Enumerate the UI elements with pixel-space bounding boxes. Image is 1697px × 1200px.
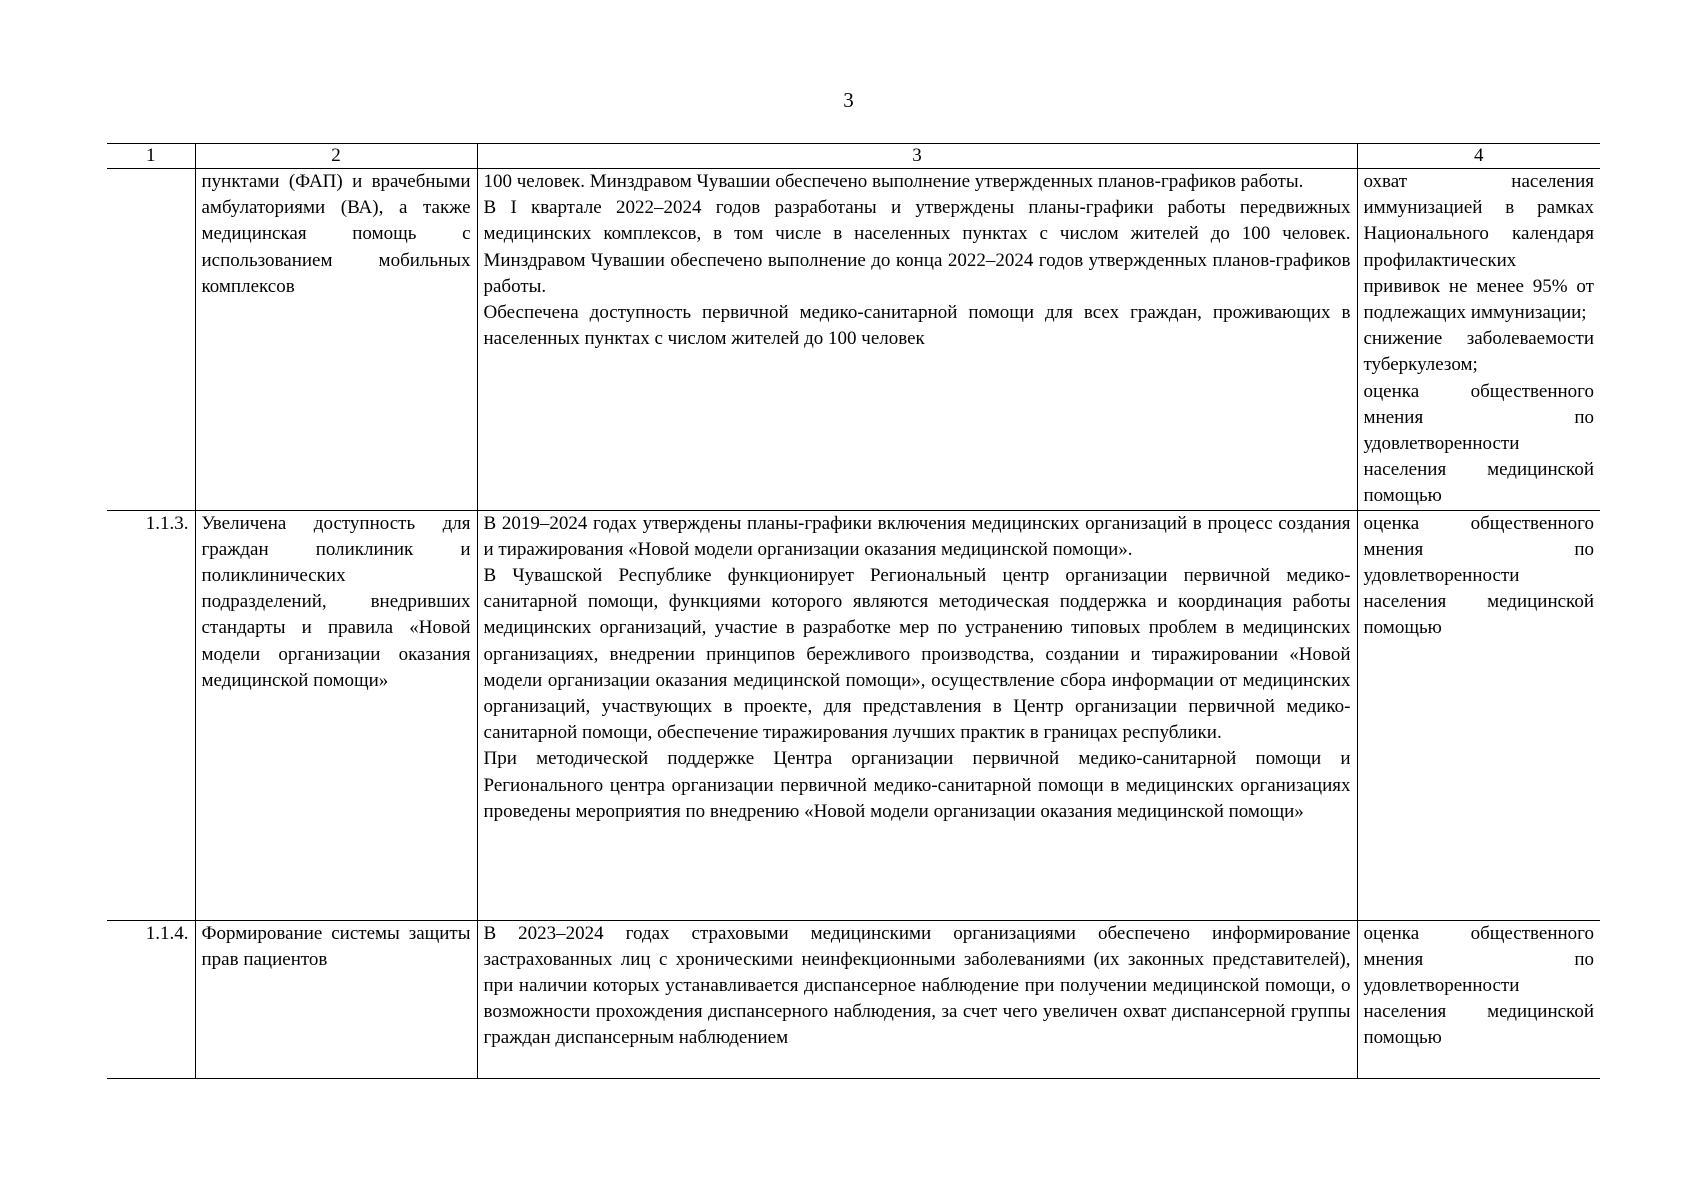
row-indicators (1357, 169, 1600, 511)
description-paragraph: Обеспечена доступность первичной медико-санитарной помощи для всех граждан, проживающих в населенных пунктах с числом жителей до 100 человек (483, 302, 1351, 350)
row-number (107, 169, 195, 511)
table-row (107, 920, 1600, 1078)
description-paragraph: В I квартале 2022–2024 годов разработаны и утверждены планы-графики работы передвижных медицинских комплексов, в том числе в населенных пунктах с числом жителей до 100 человек. Минздравом Чувашии обеспечено выполнение до конца 2022–2024 годов утвержденных планов-графиков работы. (483, 197, 1351, 297)
table-header-row (107, 144, 1600, 169)
row-description (477, 510, 1357, 920)
row-name: пунктами (ФАП) и врачебными амбулаториями (ВА), а также медицинская помощь с использованием мобильных комплексов (195, 169, 477, 511)
row-number: 1.1.3. (107, 510, 195, 920)
indicator-item: охват населения иммунизацией в рамках Национального календаря профилактических прививок не менее 95% от подлежащих иммунизации; (1363, 171, 1594, 324)
row-description (477, 169, 1357, 511)
description-paragraph: В Чувашской Республике функционирует Региональный центр организации первичной медико-санитарной помощи, функциями которого являются методическая поддержка и координация работы медицинских организаций, участие в разработке мер по устранению типовых проблем в медицинских организациях, внедрении принципов бережливого производства, создании и тиражировании «Новой модели организации оказания медицинской помощи», осуществление сбора информации от медицинских организаций, участвующих в проекте, для представления в Центр организации первичной медико-санитарной помощи, обеспечение тиражирования лучших практик в границах республики. (483, 565, 1351, 744)
indicator-item: снижение заболеваемости туберкулезом; (1363, 328, 1594, 376)
document-table (107, 143, 1600, 1079)
column-header-3: 3 (477, 144, 1357, 169)
row-name: Увеличена доступность для граждан поликлиник и поликлинических подразделений, внедривших стандарты и правила «Новой модели организации оказания медицинской помощи» (195, 510, 477, 920)
page-number: 3 (843, 88, 854, 112)
description-paragraph: В 2019–2024 годах утверждены планы-графики включения медицинских организаций в процесс создания и тиражирования «Новой модели организации оказания медицинской помощи». (483, 512, 1351, 560)
column-header-1: 1 (107, 144, 195, 169)
column-header-2: 2 (195, 144, 477, 169)
indicator-item: оценка общественного мнения по удовлетворенности населения медицинской помощью (1363, 380, 1594, 507)
row-indicators (1357, 510, 1600, 920)
description-paragraph: При методической поддержке Центра организации первичной медико-санитарной помощи и Регионального центра организации первичной медико-санитарной помощи в медицинских организациях проведены мероприятия по внедрению «Новой модели организации оказания медицинской помощи» (483, 748, 1351, 822)
row-description (477, 920, 1357, 1078)
indicator-item: оценка общественного мнения по удовлетворенности населения медицинской помощью (1363, 922, 1594, 1049)
row-number: 1.1.4. (107, 920, 195, 1078)
table-row (107, 169, 1600, 511)
row-indicators (1357, 920, 1600, 1078)
description-paragraph: В 2023–2024 годах страховыми медицинскими организациями обеспечено информирование застрахованных лиц с хроническими неинфекционными заболеваниями (их законных представителей), при наличии которых устанавливается диспансерное наблюдение при получении медицинской помощи, о возможности прохождения диспансерного наблюдения, за счет чего увеличен охват диспансерной группы граждан диспансерным наблюдением (483, 922, 1351, 1049)
description-paragraph: 100 человек. Минздравом Чувашии обеспечено выполнение утвержденных планов-графиков работы. (483, 171, 1304, 192)
indicator-item: оценка общественного мнения по удовлетворенности населения медицинской помощью (1363, 512, 1594, 639)
column-header-4: 4 (1357, 144, 1600, 169)
row-name: Формирование системы защиты прав пациентов (195, 920, 477, 1078)
table-row (107, 510, 1600, 920)
